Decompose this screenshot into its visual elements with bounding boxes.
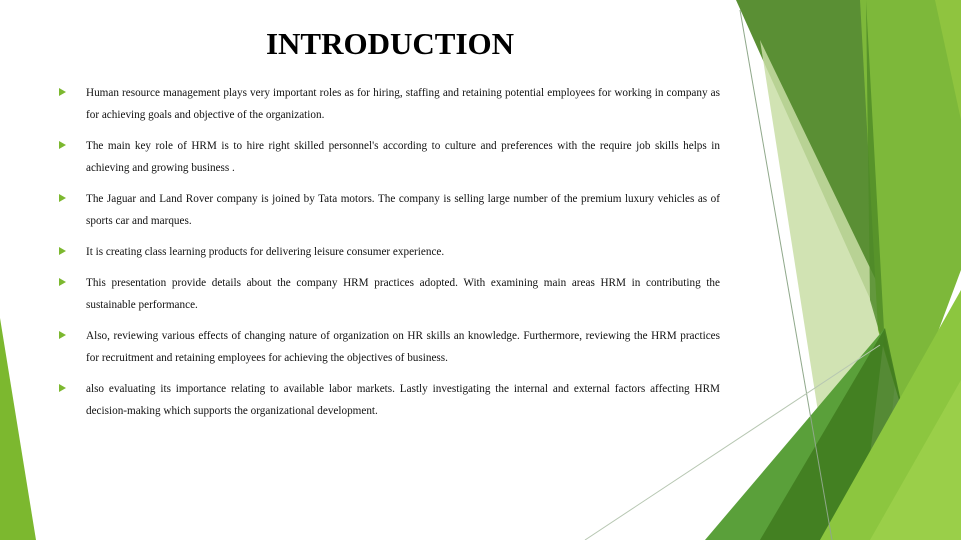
left-edge-facet: [0, 318, 36, 540]
slide-title: INTRODUCTION: [265, 26, 515, 61]
triangle-bullet-icon: [59, 331, 66, 339]
bullet-text: The main key role of HRM is to hire right skilled personnel's according to culture and preferences with the require job skills helps in achieving and growing business .: [86, 140, 720, 174]
triangle-bullet-icon: [59, 384, 66, 392]
bullet-item: [58, 241, 720, 263]
triangle-bullet-icon: [59, 278, 66, 286]
triangle-bullet-icon: [59, 88, 66, 96]
bullet-item: [58, 82, 720, 126]
bullet-item: [58, 272, 720, 316]
bullet-text: Also, reviewing various effects of changing nature of organization on HR skills an knowledge. Furthermore, reviewing the HRM practices for recruitment and retaining employees for achieving the objectives of business.: [86, 330, 720, 364]
bullet-text: This presentation provide details about the company HRM practices adopted. With examining main areas HRM in contributing the sustainable performance.: [86, 277, 720, 311]
bullet-text: Human resource management plays very important roles as for hiring, staffing and retaining potential employees for working in company as for achieving goals and objective of the organization.: [86, 87, 720, 121]
bullet-text: The Jaguar and Land Rover company is joined by Tata motors. The company is selling large number of the premium luxury vehicles as of sports car and marques.: [86, 193, 720, 227]
bullet-item: [58, 188, 720, 232]
bullet-text: It is creating class learning products for delivering leisure consumer experience.: [86, 246, 445, 258]
triangle-bullet-icon: [59, 141, 66, 149]
bullet-item: [58, 135, 720, 179]
triangle-bullet-icon: [59, 194, 66, 202]
bullet-list: [58, 82, 720, 431]
bullet-item: [58, 378, 720, 422]
bullet-item: [58, 325, 720, 369]
bullet-text: also evaluating its importance relating to available labor markets. Lastly investigating the internal and external factors affecting HRM decision-making which supports the organizational development.: [86, 383, 720, 417]
triangle-bullet-icon: [59, 247, 66, 255]
